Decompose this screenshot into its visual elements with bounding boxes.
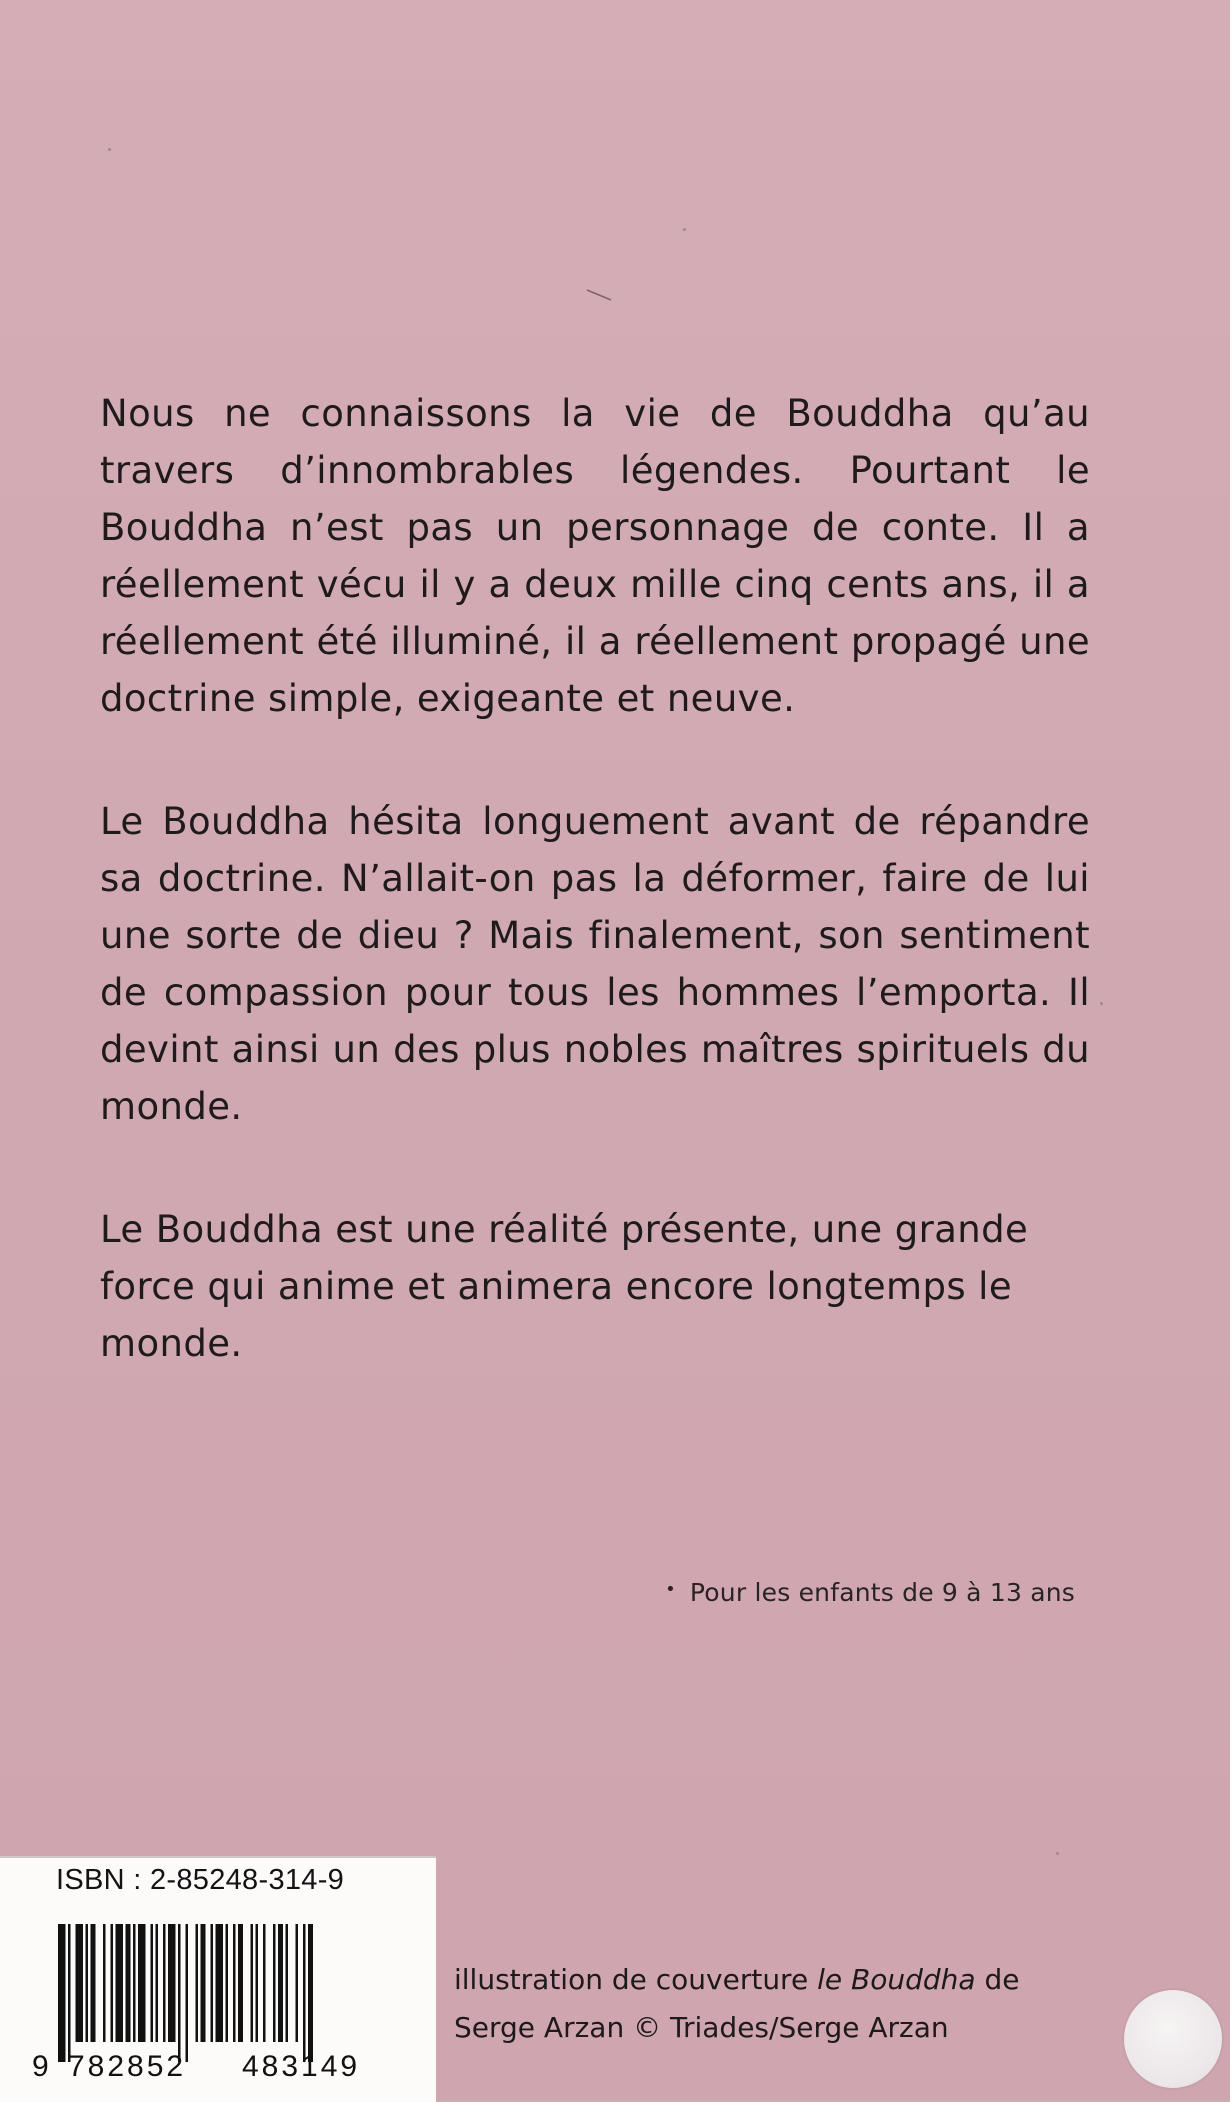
barcode-bar [296, 1924, 299, 2042]
barcode-bar [68, 1924, 71, 2062]
bullet-icon: • [665, 1579, 676, 1600]
blurb-text [100, 385, 1090, 1438]
isbn-label: ISBN : 2-85248-314-9 [56, 1864, 345, 1896]
barcode-bar [308, 1924, 313, 2062]
barcode-bar [251, 1924, 254, 2042]
barcode-bar [76, 1924, 84, 2042]
paper-mark [585, 286, 615, 304]
paper-speck [1056, 1852, 1059, 1855]
credits-suffix: de [975, 1963, 1020, 1996]
barcode-bar [233, 1924, 236, 2042]
price-sticker [1124, 1990, 1222, 2088]
barcode-bar [201, 1924, 206, 2042]
barcode-bar [151, 1924, 154, 2042]
age-recommendation [665, 1578, 1075, 1607]
barcode-bar [303, 1924, 306, 2062]
barcode-bar [91, 1924, 96, 2042]
barcode-bar [186, 1924, 189, 2062]
barcode-bar [178, 1924, 181, 2062]
blurb-paragraph-1: Nous ne connaissons la vie de Bouddha qu’au travers d’innombrables légendes. Pourtant le Bouddha n’est pas un personnage de conte. Il a réellement vécu il y a deux mille cinq cents ans, il a réellement été illuminé, il a réellement propagé une doctrine simple, exigeante et neuve. [100, 392, 1090, 720]
barcode-bars [58, 1924, 313, 2062]
barcode-bar [211, 1924, 214, 2042]
barcode-bar [156, 1924, 159, 2042]
paper-speck [1100, 1002, 1103, 1005]
barcode-digit-first: 9 [32, 2050, 49, 2083]
credits-line-1 [454, 1956, 1019, 2004]
barcode-bar [58, 1924, 66, 2062]
barcode-bar [273, 1924, 276, 2042]
barcode-bar [278, 1924, 283, 2042]
barcode-digits-right: 483149 [242, 2050, 361, 2083]
barcode-bar [138, 1924, 146, 2042]
barcode-bar [86, 1924, 89, 2042]
barcode-bar [126, 1924, 131, 2042]
blurb-paragraph-2: Le Bouddha hésita longuement avant de répandre sa doctrine. N’allait-on pas la déformer, faire de lui une sorte de dieu ? Mais finalement, son sentiment de compassion pour tous les hommes l’emporta. Il devint ainsi un des plus nobles maîtres spirituels du monde. [100, 800, 1090, 1128]
barcode-bar [196, 1924, 199, 2042]
barcode-bar [256, 1924, 259, 2042]
cover-credits [454, 1956, 1019, 2052]
barcode-bar [111, 1924, 114, 2042]
credits-title: le Bouddha [817, 1963, 976, 1996]
barcode [30, 1924, 430, 2084]
barcode-bar [286, 1924, 289, 2042]
barcode-bar [116, 1924, 124, 2042]
blurb-paragraph-3: Le Bouddha est une réalité présente, une grande force qui anime et animera encore longtemps le monde. [100, 1208, 1029, 1365]
barcode-bar [103, 1924, 106, 2042]
barcode-bar [216, 1924, 224, 2042]
age-recommendation-text: Pour les enfants de 9 à 13 ans [689, 1578, 1075, 1607]
paper-speck [683, 228, 686, 231]
barcode-digits-left: 782852 [68, 2050, 187, 2083]
credits-prefix: illustration de couverture [454, 1963, 818, 1996]
paper-speck [108, 148, 111, 151]
credits-line-2: Serge Arzan © Triades/Serge Arzan [454, 2011, 949, 2044]
barcode-bar [168, 1924, 176, 2042]
barcode-bar [163, 1924, 166, 2042]
barcode-bar [226, 1924, 229, 2042]
barcode-bar [238, 1924, 243, 2042]
barcode-bar [133, 1924, 136, 2042]
barcode-bar [263, 1924, 266, 2042]
